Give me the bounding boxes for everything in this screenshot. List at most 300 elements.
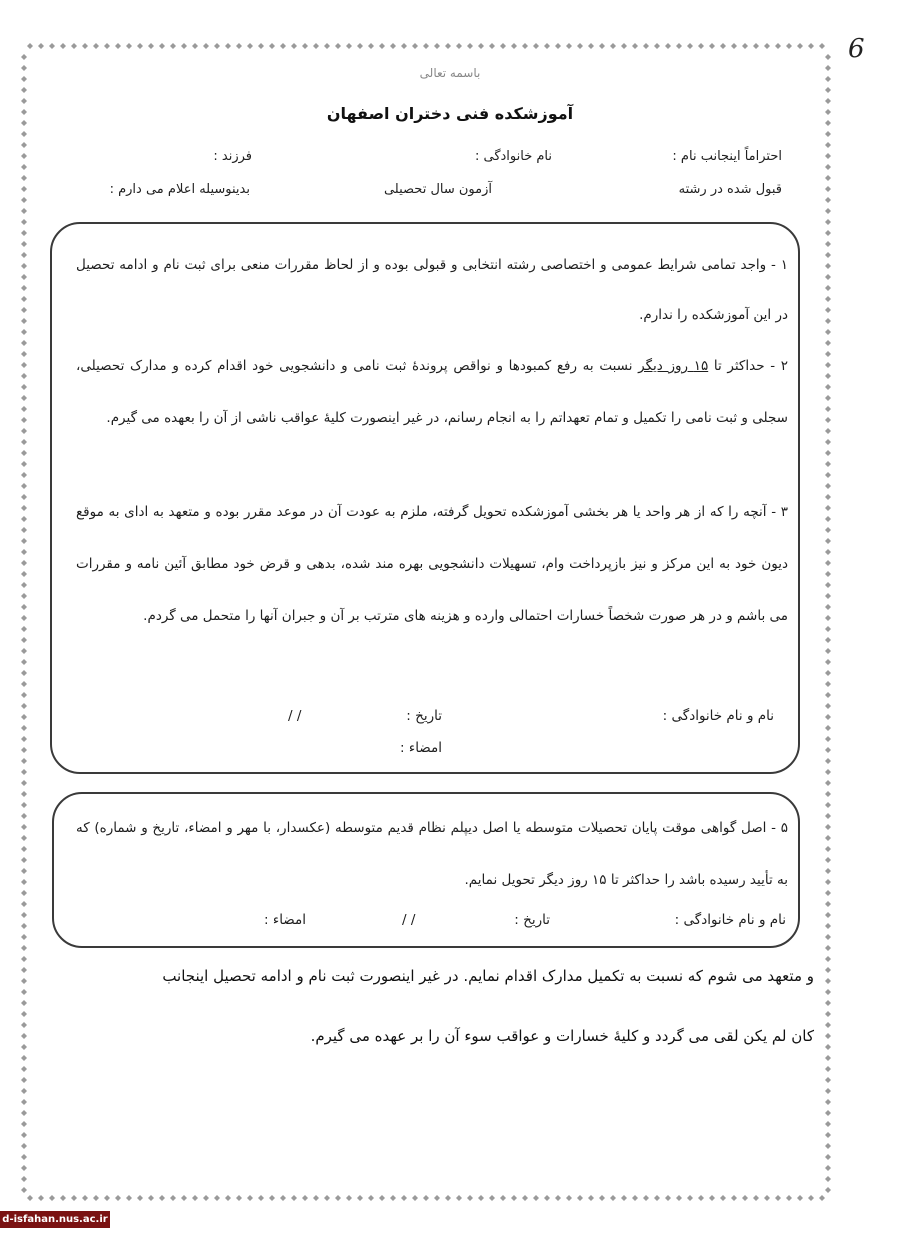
border-dot (21, 604, 27, 610)
border-dot (203, 1195, 209, 1201)
border-dot (687, 43, 693, 49)
border-dot (21, 714, 27, 720)
border-dot (825, 769, 831, 775)
border-dot (21, 1033, 27, 1039)
border-dot (21, 648, 27, 654)
border-dot (825, 1143, 831, 1149)
border-dot (21, 659, 27, 665)
border-dot (21, 901, 27, 907)
border-dot (148, 43, 154, 49)
border-dot (489, 1195, 495, 1201)
border-dot (825, 912, 831, 918)
border-dot (21, 593, 27, 599)
clause-3: ۳ - آنچه را که از هر واحد یا هر بخشی آموزشکده تحویل گرفته، ملزم به عودت آن در موعد مقرر بوده و متعهد به ادای به موقع دیون خود به این مرکز و نیز بازپرداخت وام، تسهیلات دانشجویی بهره مند شده، بدهی و قرض خود مطابق آئین نامه و مقررات می باشم و در هر صورت شخصاً خسارات احتمالی وارده و هزینه های مترتب بر آن و جبران آنها را متحمل می گردم. (76, 504, 788, 624)
border-dot (742, 1195, 748, 1201)
border-dot (203, 43, 209, 49)
border-dot (401, 1195, 407, 1201)
declaration-label: بدینوسیله اعلام می دارم : (109, 182, 250, 197)
border-dot (357, 43, 363, 49)
border-dot (115, 43, 121, 49)
closing-statement (74, 946, 814, 1066)
border-dot (291, 43, 297, 49)
border-dot (21, 120, 27, 126)
border-dot (21, 923, 27, 929)
border-dot (632, 43, 638, 49)
border-dot (21, 274, 27, 280)
border-dot (825, 153, 831, 159)
border-dot (825, 747, 831, 753)
border-dot (21, 1011, 27, 1017)
border-dot (825, 824, 831, 830)
border-dot (38, 43, 44, 49)
family-name-label: نام خانوادگی : (474, 149, 552, 164)
border-dot (511, 1195, 517, 1201)
border-dot (214, 43, 220, 49)
border-dot (825, 461, 831, 467)
border-dot (533, 1195, 539, 1201)
border-dot (21, 571, 27, 577)
border-dot (676, 43, 682, 49)
border-dot (467, 1195, 473, 1201)
border-dot (115, 1195, 121, 1201)
document-title: آموزشکده فنی دختران اصفهان (326, 104, 574, 123)
border-dot (93, 43, 99, 49)
border-dot (21, 87, 27, 93)
border-dot (500, 43, 506, 49)
border-dot (808, 43, 814, 49)
border-dot (71, 43, 77, 49)
border-dot (753, 1195, 759, 1201)
border-dot (665, 43, 671, 49)
border-dot (819, 43, 825, 49)
border-dot (825, 395, 831, 401)
border-dot (170, 43, 176, 49)
border-dot (825, 439, 831, 445)
border-dot (21, 219, 27, 225)
page-number: 6 (848, 34, 865, 64)
border-dot (21, 208, 27, 214)
border-dot (21, 109, 27, 115)
border-dot (825, 714, 831, 720)
border-dot (764, 1195, 770, 1201)
border-dot (21, 142, 27, 148)
border-dot (368, 1195, 374, 1201)
border-dot (159, 1195, 165, 1201)
border-dot (137, 43, 143, 49)
border-dot (313, 43, 319, 49)
border-dot (825, 318, 831, 324)
border-dot (825, 725, 831, 731)
border-dot (247, 43, 253, 49)
border-dot (825, 560, 831, 566)
border-dot (21, 241, 27, 247)
border-dot (456, 43, 462, 49)
applicant-name-label: احتراماً اینجانب نام : (672, 149, 782, 164)
border-dot (21, 879, 27, 885)
box1-date-label: تاریخ : (406, 708, 442, 724)
border-dot (390, 1195, 396, 1201)
border-dot (21, 989, 27, 995)
accepted-in-label: قبول شده در رشته (678, 182, 782, 197)
border-dot (825, 54, 831, 60)
border-dot (225, 43, 231, 49)
border-dot (825, 219, 831, 225)
border-dot (825, 945, 831, 951)
border-dot (137, 1195, 143, 1201)
border-dot (445, 43, 451, 49)
border-dot (21, 318, 27, 324)
border-dot (825, 626, 831, 632)
box2-signature-label: امضاء : (264, 912, 306, 928)
border-dot (104, 43, 110, 49)
border-dot (825, 186, 831, 192)
border-dot (825, 1066, 831, 1072)
border-dot (21, 406, 27, 412)
border-dot (126, 43, 132, 49)
border-dot (610, 43, 616, 49)
border-dot (21, 1000, 27, 1006)
border-dot (21, 1088, 27, 1094)
border-dot (825, 241, 831, 247)
border-dot (825, 263, 831, 269)
border-dot (825, 868, 831, 874)
border-dot (21, 1044, 27, 1050)
border-dot (423, 1195, 429, 1201)
border-dot (825, 1154, 831, 1160)
border-dot (236, 43, 242, 49)
border-dot (21, 164, 27, 170)
box2-date-label: تاریخ : (514, 912, 550, 928)
border-dot (21, 516, 27, 522)
border-dot (825, 527, 831, 533)
border-dot (825, 65, 831, 71)
border-dot (269, 43, 275, 49)
border-dot (21, 945, 27, 951)
border-dot (825, 494, 831, 500)
border-dot (21, 725, 27, 731)
border-dot (825, 703, 831, 709)
border-dot (21, 637, 27, 643)
border-dot (21, 395, 27, 401)
border-dot (533, 43, 539, 49)
border-dot (825, 1055, 831, 1061)
border-dot (434, 43, 440, 49)
border-dot (335, 1195, 341, 1201)
border-dot (357, 1195, 363, 1201)
border-dot (825, 1165, 831, 1171)
border-dot (825, 692, 831, 698)
border-dot (500, 1195, 506, 1201)
border-dot (21, 340, 27, 346)
border-dot (456, 1195, 462, 1201)
border-dot (599, 1195, 605, 1201)
border-dot (698, 43, 704, 49)
border-dot (825, 1077, 831, 1083)
border-dot (291, 1195, 297, 1201)
border-dot (825, 1011, 831, 1017)
border-dot (511, 43, 517, 49)
border-dot (478, 1195, 484, 1201)
closing-line-1: و متعهد می شوم که نسبت به تکمیل مدارک اقدام نمایم. در غیر اینصورت ثبت نام و ادامه تحصیل اینجانب (162, 967, 814, 985)
border-dot (21, 1165, 27, 1171)
site-watermark: d-isfahan.nus.ac.ir (0, 1211, 110, 1228)
border-dot (825, 923, 831, 929)
border-dot (21, 384, 27, 390)
border-dot (819, 1195, 825, 1201)
border-dot (346, 1195, 352, 1201)
border-dot (825, 846, 831, 852)
border-dot (825, 791, 831, 797)
border-dot (610, 1195, 616, 1201)
border-dot (566, 43, 572, 49)
border-dot (21, 747, 27, 753)
border-dot (21, 428, 27, 434)
border-dot (21, 307, 27, 313)
border-dot (104, 1195, 110, 1201)
border-dot (753, 43, 759, 49)
border-dot (21, 483, 27, 489)
border-dot (21, 439, 27, 445)
border-dot (21, 912, 27, 918)
border-dot (825, 1187, 831, 1193)
border-dot (825, 1044, 831, 1050)
border-dot (825, 384, 831, 390)
border-dot (825, 670, 831, 676)
border-dot (21, 890, 27, 896)
child-of-label: فرزند : (213, 149, 252, 164)
border-dot (21, 417, 27, 423)
border-dot (313, 1195, 319, 1201)
border-dot (21, 1099, 27, 1105)
border-dot (335, 43, 341, 49)
border-dot (588, 1195, 594, 1201)
border-dot (148, 1195, 154, 1201)
border-dot (21, 197, 27, 203)
border-dot (825, 76, 831, 82)
border-dot (544, 43, 550, 49)
border-dot (21, 362, 27, 368)
border-dot (21, 527, 27, 533)
border-dot (21, 681, 27, 687)
border-dot (82, 1195, 88, 1201)
border-dot (21, 186, 27, 192)
border-dot (825, 736, 831, 742)
border-dot (825, 582, 831, 588)
border-dot (825, 890, 831, 896)
border-dot (522, 43, 528, 49)
border-dot (21, 131, 27, 137)
exam-year-label: آزمون سال تحصیلی (383, 182, 492, 197)
border-dot (825, 978, 831, 984)
border-dot (21, 1022, 27, 1028)
border-dot (825, 252, 831, 258)
border-dot (258, 1195, 264, 1201)
border-dot (825, 329, 831, 335)
border-dot (49, 1195, 55, 1201)
border-dot (324, 43, 330, 49)
border-dot (825, 274, 831, 280)
border-dot (21, 813, 27, 819)
border-dot (825, 956, 831, 962)
border-dot (825, 1099, 831, 1105)
border-dot (825, 857, 831, 863)
border-dot (21, 692, 27, 698)
border-dot (643, 1195, 649, 1201)
border-dot (27, 43, 33, 49)
border-dot (21, 967, 27, 973)
closing-line-2: کان لم یکن لقی می گردد و کلیهٔ خسارات و عواقب سوء آن را بر عهده می گیرم. (310, 1027, 814, 1045)
border-dot (825, 615, 831, 621)
border-dot (825, 417, 831, 423)
border-dot (825, 285, 831, 291)
border-dot (654, 43, 660, 49)
border-dot (825, 87, 831, 93)
border-dot (21, 351, 27, 357)
border-dot (38, 1195, 44, 1201)
clause-2-deadline: ۱۵ روز دیگر (638, 358, 709, 374)
clause-5: ۵ - اصل گواهی موقت پایان تحصیلات متوسطه یا اصل دیپلم نظام قدیم متوسطه (عکسدار، با مهر و امضاء، تاریخ و شماره) که به تأیید رسیده باشد را حداکثر تا ۱۵ روز دیگر تحویل نمایم. (76, 820, 788, 888)
border-dot (192, 43, 198, 49)
border-dot (489, 43, 495, 49)
border-dot (21, 296, 27, 302)
border-dot (825, 351, 831, 357)
border-dot (825, 604, 831, 610)
invocation-line: باسمه تعالی (419, 66, 481, 80)
border-dot (775, 1195, 781, 1201)
border-dot (731, 43, 737, 49)
border-dot (159, 43, 165, 49)
clause-2 (76, 340, 788, 444)
border-dot (21, 978, 27, 984)
border-dot (825, 406, 831, 412)
border-dot (577, 43, 583, 49)
border-dot (60, 43, 66, 49)
border-dot (21, 252, 27, 258)
border-dot (21, 736, 27, 742)
border-dot (621, 43, 627, 49)
border-dot (825, 197, 831, 203)
border-dot (577, 1195, 583, 1201)
border-dot (825, 175, 831, 181)
border-dot (825, 802, 831, 808)
border-dot (21, 703, 27, 709)
border-dot (825, 1176, 831, 1182)
border-dot (555, 1195, 561, 1201)
border-dot (676, 1195, 682, 1201)
border-dot (368, 43, 374, 49)
border-dot (21, 758, 27, 764)
border-dot (21, 461, 27, 467)
border-dot (21, 98, 27, 104)
border-dot (21, 670, 27, 676)
border-dot (825, 1000, 831, 1006)
border-dot (825, 780, 831, 786)
border-dot (764, 43, 770, 49)
border-dot (21, 54, 27, 60)
border-dot (280, 1195, 286, 1201)
box2-date-slashes: / / (402, 912, 416, 928)
border-dot (775, 43, 781, 49)
border-dot (621, 1195, 627, 1201)
border-dot (544, 1195, 550, 1201)
border-dot (21, 769, 27, 775)
border-dot (467, 43, 473, 49)
border-dot (170, 1195, 176, 1201)
border-dot (825, 373, 831, 379)
border-dot (825, 109, 831, 115)
border-dot (280, 43, 286, 49)
border-dot (21, 263, 27, 269)
border-dot (21, 791, 27, 797)
box1-date-slashes: / / (288, 708, 302, 724)
border-dot (825, 813, 831, 819)
border-dot (401, 43, 407, 49)
border-dot (709, 43, 715, 49)
border-dot (720, 43, 726, 49)
border-dot (825, 934, 831, 940)
border-dot (709, 1195, 715, 1201)
border-dot (21, 1132, 27, 1138)
border-dot (21, 538, 27, 544)
border-dot (786, 1195, 792, 1201)
border-dot (797, 43, 803, 49)
border-dot (302, 1195, 308, 1201)
border-dot (269, 1195, 275, 1201)
border-dot (643, 43, 649, 49)
border-dot (21, 802, 27, 808)
border-dot (825, 1132, 831, 1138)
border-dot (825, 208, 831, 214)
border-dot (21, 1077, 27, 1083)
border-dot (825, 1121, 831, 1127)
border-dot (786, 43, 792, 49)
border-dot (632, 1195, 638, 1201)
border-dot (181, 43, 187, 49)
clause-2-start: ۲ - حداکثر تا (713, 358, 788, 374)
border-dot (825, 901, 831, 907)
border-dot (21, 1187, 27, 1193)
border-dot (302, 43, 308, 49)
border-dot (687, 1195, 693, 1201)
border-dot (21, 494, 27, 500)
border-dot (21, 549, 27, 555)
clause-1: ۱ - واجد تمامی شرایط عمومی و اختصاصی رشته انتخابی و قبولی بوده و از لحاظ مقررات منعی برای ثبت نام و ادامه تحصیل در این آموزشکده را ندارم. (76, 257, 788, 323)
border-dot (21, 846, 27, 852)
border-dot (522, 1195, 528, 1201)
border-dot (71, 1195, 77, 1201)
border-dot (214, 1195, 220, 1201)
border-dot (825, 1022, 831, 1028)
border-dot (797, 1195, 803, 1201)
border-dot (225, 1195, 231, 1201)
border-dot (21, 560, 27, 566)
border-dot (825, 296, 831, 302)
border-dot (324, 1195, 330, 1201)
border-dot (21, 285, 27, 291)
border-dot (21, 175, 27, 181)
border-dot (21, 1055, 27, 1061)
border-dot (21, 780, 27, 786)
border-dot (825, 340, 831, 346)
border-dot (566, 1195, 572, 1201)
border-dot (21, 868, 27, 874)
border-dot (412, 1195, 418, 1201)
box1-signature-label: امضاء : (400, 740, 442, 756)
clause-2-rest: نسبت به رفع کمبودها و نواقص پروندهٔ ثبت نامی و دانشجویی خود اقدام کرده و مدارک تحصیلی، سجلی و ثبت نامی را تکمیل و تمام تعهداتم را به انجام رسانم، در غیر اینصورت کلیهٔ عواقب ناشی از آن را بعهده می گیرم. (76, 358, 788, 426)
border-dot (665, 1195, 671, 1201)
box2-name-label: نام و نام خانوادگی : (674, 912, 786, 928)
border-dot (825, 549, 831, 555)
